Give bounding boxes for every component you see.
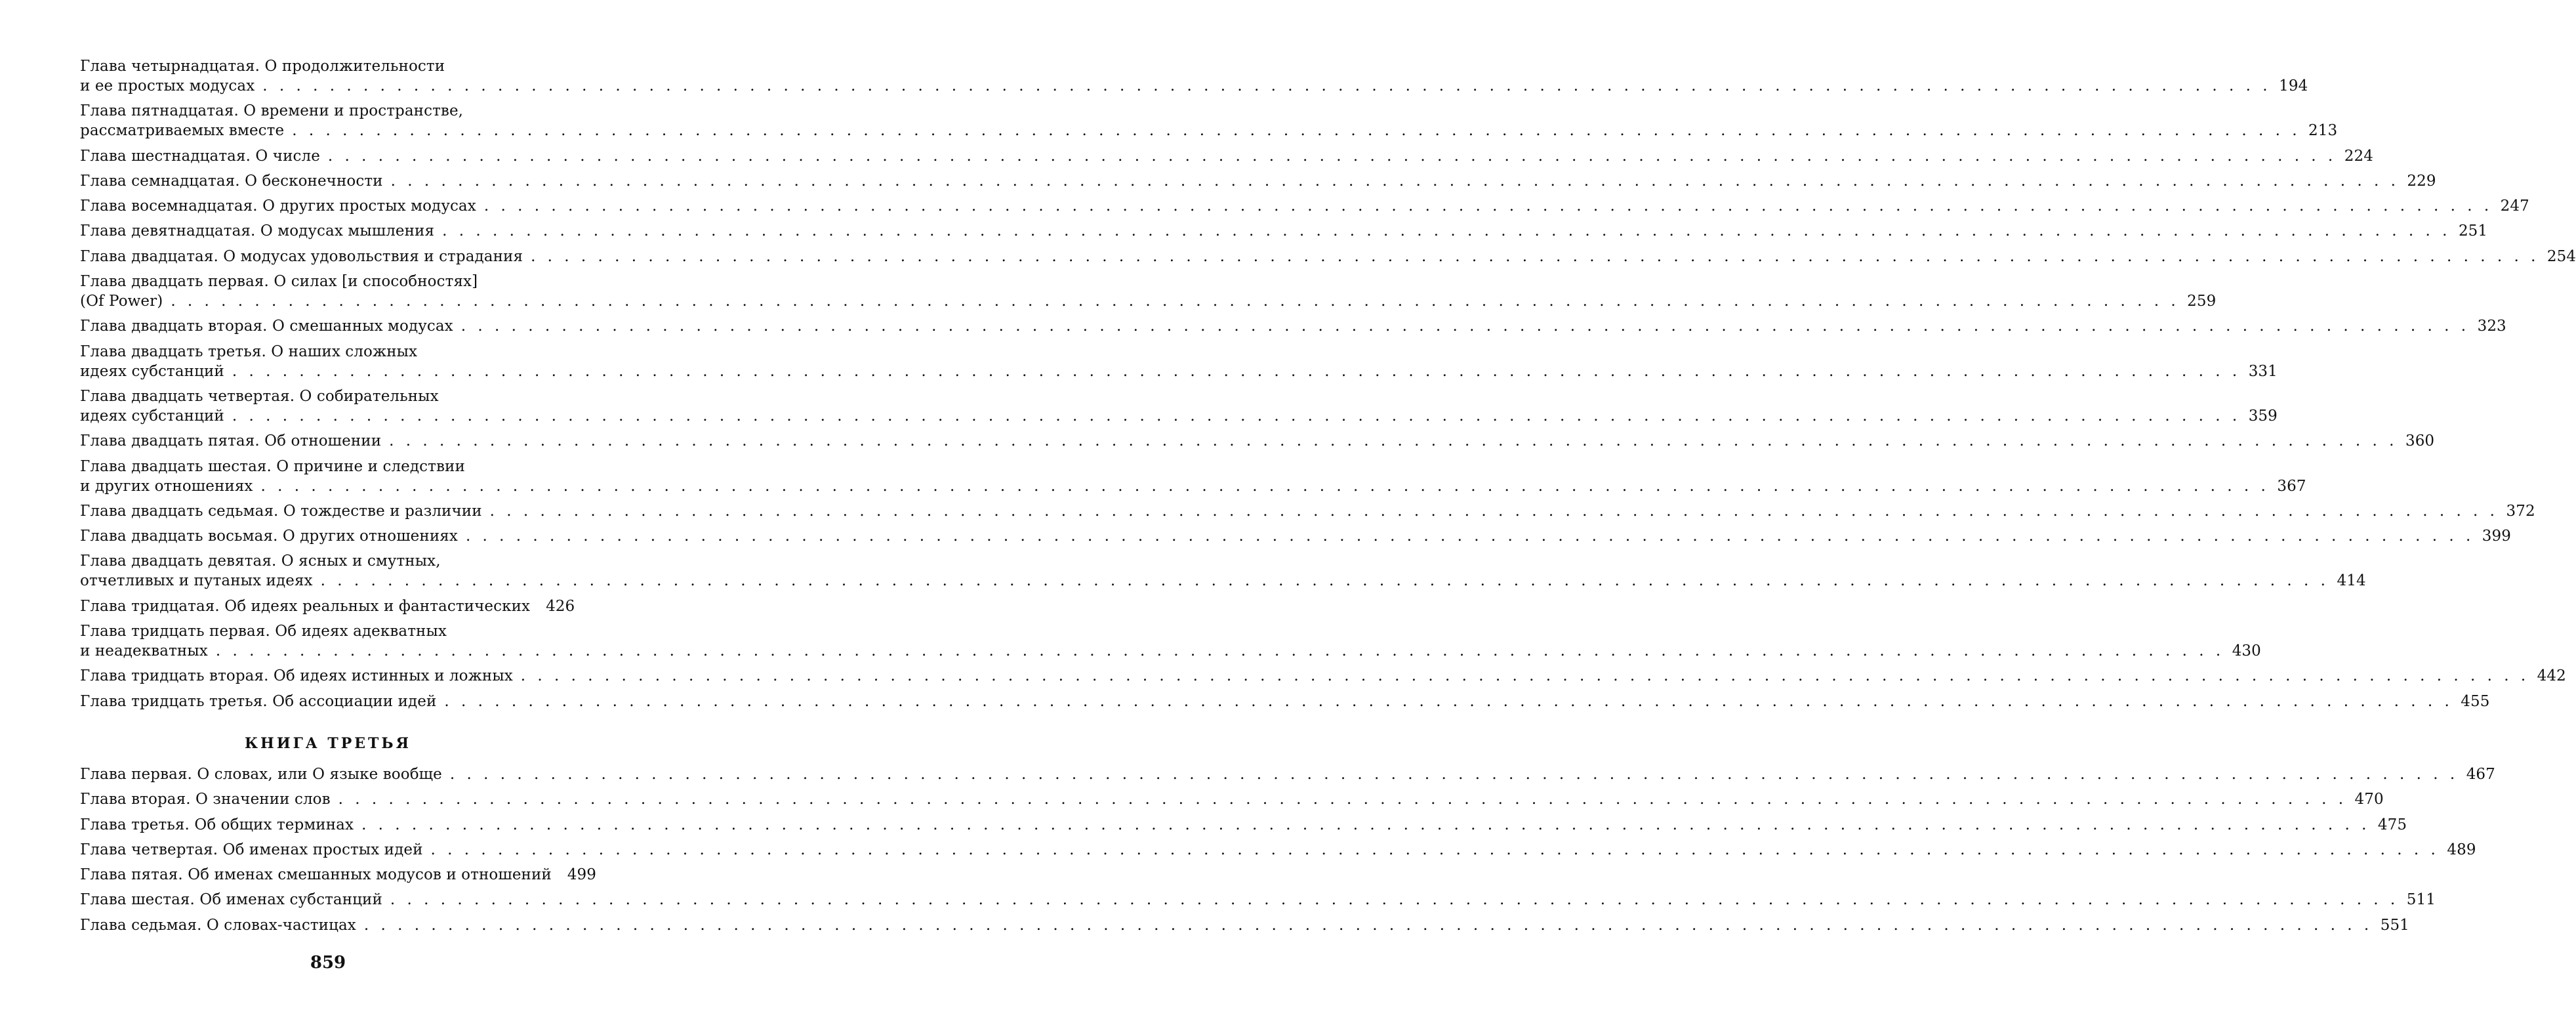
dot-leader: . . . . . . . . . . . . . . . . . . . . . . . . . . . . . . . . . . . . . . . . . . . . . . . . . . . . . . . . . . . . . . . . . . . . . . . . . . . . . . . . . . . . . . . . . . . . . . . . . . . . . . . . . . . . . . . . . . . . . . . .: [444, 692, 2453, 710]
toc-entry: [80, 56, 2308, 96]
toc-entry: [80, 621, 2261, 661]
toc-entry-title: Глава двадцать восьмая. О других отношениях: [80, 528, 458, 545]
toc-entry: [80, 146, 2373, 166]
toc-entry-page: 426: [546, 597, 575, 615]
dot-leader: . . . . . . . . . . . . . . . . . . . . . . . . . . . . . . . . . . . . . . . . . . . . . . . . . . . . . . . . . . . . . . . . . . . . . . . . . . . . . . . . . . . . . . . . . . . . . . . . . . . . . . . . . . . . . . . . . . . . . . . .: [389, 432, 2398, 450]
toc-entry-last-line: [80, 915, 2409, 935]
toc-entry-page: 430: [2232, 642, 2261, 660]
toc-entry-line: [80, 272, 571, 291]
toc-entry: [80, 316, 2506, 336]
toc-entry: [80, 865, 597, 885]
book-three-heading: КНИГА ТРЕТЬЯ: [245, 735, 411, 752]
toc-entry-last-line: [80, 291, 2217, 311]
toc-entry-title: Глава двадцать вторая. О смешанных модусах: [80, 318, 453, 335]
toc-entry-last-line: [80, 221, 2488, 241]
toc-entry: [80, 526, 2511, 546]
toc-entry: [80, 221, 2488, 241]
toc-entry-last-line: [80, 890, 2436, 910]
toc-entry-title: и других отношениях: [80, 477, 253, 495]
toc-entry-last-line: [80, 247, 2576, 266]
toc-list-continued: [80, 56, 2576, 717]
dot-leader: . . . . . . . . . . . . . . . . . . . . . . . . . . . . . . . . . . . . . . . . . . . . . . . . . . . . . . . . . . . . . . . . . . . . . . . . . . . . . . . . . . . . . . . . . . . . . . . . . . . . . . . . . . . . . . . . . . . . . . . .: [363, 916, 2373, 934]
toc-entry-title: и ее простых модусах: [80, 77, 255, 94]
toc-entry-title: Глава пятнадцатая. О времени и пространстве,: [80, 102, 464, 120]
toc-entry-title: Глава шестнадцатая. О числе: [80, 147, 320, 165]
dot-leader: . . . . . . . . . . . . . . . . . . . . . . . . . . . . . . . . . . . . . . . . . . . . . . . . . . . . . . . . . . . . . . . . . . . . . . . . . . . . . . . . . . . . . . . . . . . . . . . . . . . . . . . . . . . . . . . . . . . . . . . .: [430, 841, 2440, 858]
dot-leader: . . . . . . . . . . . . . . . . . . . . . . . . . . . . . . . . . . . . . . . . . . . . . . . . . . . . . . . . . . . . . . . . . . . . . . . . . . . . . . . . . . . . . . . . . . . . . . . . . . . . . . . . . . . . . . . . . . . . . . . .: [215, 642, 2224, 660]
toc-entry-title: рассматриваемых вместе: [80, 122, 285, 140]
toc-entry-page: 259: [2187, 293, 2217, 310]
dot-leader: . . . . . . . . . . . . . . . . . . . . . . . . . . . . . . . . . . . . . . . . . . . . . . . . . . . . . . . . . . . . . . . . . . . . . . . . . . . . . . . . . . . . . . . . . . . . . . . . . . . . . . . . . . . . . . . . . . . . . . . .: [390, 172, 2400, 190]
toc-entry-last-line: [80, 431, 2435, 451]
toc-entry-title: Глава тридцать первая. Об идеях адекватных: [80, 623, 447, 640]
toc-entry-last-line: [80, 362, 2278, 381]
dot-leader: . . . . . . . . . . . . . . . . . . . . . . . . . . . . . . . . . . . . . . . . . . . . . . . . . . . . . . . . . . . . . . . . . . . . . . . . . . . . . . . . . . . . . . . . . . . . . . . . . . . . . . . . . . . . . . . . . . . . . . . .: [483, 198, 2493, 215]
toc-entry: [80, 789, 2384, 809]
toc-entry: [80, 101, 2338, 140]
dot-leader: . . . . . . . . . . . . . . . . . . . . . . . . . . . . . . . . . . . . . . . . . . . . . . . . . . . . . . . . . . . . . . . . . . . . . . . . . . . . . . . . . . . . . . . . . . . . . . . . . . . . . . . . . . . . . . . . . . . . . . . .: [390, 891, 2399, 909]
toc-entry-line: [80, 621, 571, 641]
toc-entry: [80, 890, 2436, 910]
toc-entry-page: 399: [2482, 528, 2511, 545]
toc-entry-page: 467: [2466, 766, 2495, 783]
dot-leader: . . . . . . . . . . . . . . . . . . . . . . . . . . . . . . . . . . . . . . . . . . . . . . . . . . . . . . . . . . . . . . . . . . . . . . . . . . . . . . . . . . . . . . . . . . . . . . . . . . . . . . . . . . . . . . . . . . . . . . . .: [520, 667, 2529, 685]
toc-entry-last-line: [80, 865, 597, 885]
toc-entry: [80, 272, 2217, 311]
dot-leader: . . . . . . . . . . . . . . . . . . . . . . . . . . . . . . . . . . . . . . . . . . . . . . . . . . . . . . . . . . . . . . . . . . . . . . . . . . . . . . . . . . . . . . . . . . . . . . . . . . . . . . . . . . . . . . . . . . . . . . . .: [531, 247, 2539, 265]
toc-entry-title: Глава двадцатая. О модусах удовольствия и страдания: [80, 247, 523, 265]
toc-entry-page: 359: [2248, 407, 2278, 425]
toc-entry-line: [80, 551, 571, 571]
toc-entry-page: 224: [2344, 147, 2373, 165]
toc-entry: [80, 431, 2435, 451]
dot-leader: . . . . . . . . . . . . . . . . . . . . . . . . . . . . . . . . . . . . . . . . . . . . . . . . . . . . . . . . . . . . . . . . . . . . . . . . . . . . . . . . . . . . . . . . . . . . . . . . . . . . . . . . . . . . . . . . . . . . . . . .: [465, 528, 2474, 545]
toc-entry-title: отчетливых и путаных идеях: [80, 572, 313, 590]
dot-leader: . . . . . . . . . . . . . . . . . . . . . . . . . . . . . . . . . . . . . . . . . . . . . . . . . . . . . . . . . . . . . . . . . . . . . . . . . . . . . . . . . . . . . . . . . . . . . . . . . . . . . . . . . . . . . . . . . . . . . . . .: [292, 122, 2301, 140]
dot-leader: . . . . . . . . . . . . . . . . . . . . . . . . . . . . . . . . . . . . . . . . . . . . . . . . . . . . . . . . . . . . . . . . . . . . . . . . . . . . . . . . . . . . . . . . . . . . . . . . . . . . . . . . . . . . . . . . . . . . . . . .: [232, 362, 2241, 380]
toc-entry-last-line: [80, 641, 2261, 661]
toc-entry-page: 499: [567, 866, 597, 884]
toc-entry: [80, 840, 2476, 860]
toc-entry-page: 360: [2405, 432, 2435, 450]
toc-entry-page: 323: [2477, 318, 2506, 335]
toc-entry-title: Глава вторая. О значении слов: [80, 791, 331, 808]
toc-entry-last-line: [80, 789, 2384, 809]
dot-leader: . . . . . . . . . . . . . . . . . . . . . . . . . . . . . . . . . . . . . . . . . . . . . . . . . . . . . . . . . . . . . . . . . . . . . . . . . . . . . . . . . . . . . . . . . . . . . . . . . . . . . . . . . . . . . . . . . . . . . . . .: [338, 791, 2347, 808]
toc-entry-last-line: [80, 526, 2511, 546]
toc-entry: [80, 501, 2535, 521]
toc-entry-last-line: [80, 121, 2338, 140]
toc-entry-last-line: [80, 765, 2495, 784]
toc-entry-page: 442: [2537, 667, 2566, 685]
toc-entry-last-line: [80, 406, 2278, 426]
dot-leader: . . . . . . . . . . . . . . . . . . . . . . . . . . . . . . . . . . . . . . . . . . . . . . . . . . . . . . . . . . . . . . . . . . . . . . . . . . . . . . . . . . . . . . . . . . . . . . . . . . . . . . . . . . . . . . . . . . . . . . . .: [262, 77, 2272, 94]
toc-entry-title: Глава двадцать девятая. О ясных и смутных,: [80, 553, 441, 570]
toc-entry-title: и неадекватных: [80, 642, 208, 660]
toc-entry-line: [80, 101, 571, 121]
toc-entry-page: 331: [2248, 362, 2278, 380]
toc-entry-last-line: [80, 146, 2373, 166]
toc-entry-title: Глава третья. Об общих терминах: [80, 816, 354, 833]
toc-entry-last-line: [80, 196, 2529, 216]
toc-entry-page: 470: [2354, 791, 2384, 808]
toc-entry-last-line: [80, 840, 2476, 860]
toc-entry: [80, 692, 2490, 711]
toc-entry-last-line: [80, 76, 2308, 96]
toc-entry-page: 213: [2308, 122, 2338, 140]
toc-entry-title: (Of Power): [80, 293, 163, 310]
toc-entry: [80, 196, 2529, 216]
dot-leader: . . . . . . . . . . . . . . . . . . . . . . . . . . . . . . . . . . . . . . . . . . . . . . . . . . . . . . . . . . . . . . . . . . . . . . . . . . . . . . . . . . . . . . . . . . . . . . . . . . . . . . . . . . . . . . . . . . . . . . . .: [489, 502, 2499, 520]
toc-entry: [80, 915, 2409, 935]
toc-entry-page: 414: [2337, 572, 2366, 590]
toc-entry: [80, 171, 2436, 191]
toc-entry-title: идеях субстанций: [80, 407, 224, 425]
toc-entry-page: 194: [2279, 77, 2308, 94]
toc-entry-page: 229: [2407, 172, 2436, 190]
toc-entry-page: 367: [2277, 477, 2306, 495]
toc-entry-title: Глава двадцать седьмая. О тождестве и различии: [80, 502, 482, 520]
toc-entry-title: Глава четырнадцатая. О продолжительности: [80, 58, 445, 75]
toc-entry-page: 475: [2377, 816, 2407, 833]
toc-entry-title: Глава тридцать третья. Об ассоциации идей: [80, 692, 437, 710]
toc-entry: [80, 457, 2306, 496]
toc-entry: [80, 597, 575, 616]
toc-entry-title: Глава девятнадцатая. О модусах мышления: [80, 222, 435, 240]
toc-entry-line: [80, 457, 571, 476]
dot-leader: . . . . . . . . . . . . . . . . . . . . . . . . . . . . . . . . . . . . . . . . . . . . . . . . . . . . . . . . . . . . . . . . . . . . . . . . . . . . . . . . . . . . . . . . . . . . . . . . . . . . . . . . . . . . . . . . . . . . . . . .: [442, 222, 2451, 240]
toc-entry: [80, 247, 2576, 266]
dot-leader: . . . . . . . . . . . . . . . . . . . . . . . . . . . . . . . . . . . . . . . . . . . . . . . . . . . . . . . . . . . . . . . . . . . . . . . . . . . . . . . . . . . . . . . . . . . . . . . . . . . . . . . . . . . . . . . . . . . . . . . .: [171, 293, 2180, 310]
toc-entry-title: Глава двадцать пятая. Об отношении: [80, 432, 382, 450]
toc-entry-last-line: [80, 666, 2566, 686]
dot-leader: . . . . . . . . . . . . . . . . . . . . . . . . . . . . . . . . . . . . . . . . . . . . . . . . . . . . . . . . . . . . . . . . . . . . . . . . . . . . . . . . . . . . . . . . . . . . . . . . . . . . . . . . . . . . . . . . . . . . . . . .: [460, 318, 2470, 335]
toc-entry: [80, 815, 2407, 835]
dot-leader: . . . . . . . . . . . . . . . . . . . . . . . . . . . . . . . . . . . . . . . . . . . . . . . . . . . . . . . . . . . . . . . . . . . . . . . . . . . . . . . . . . . . . . . . . . . . . . . . . . . . . . . . . . . . . . . . . . . . . . . .: [449, 766, 2459, 783]
toc-entry-last-line: [80, 571, 2366, 591]
toc-entry-last-line: [80, 815, 2407, 835]
toc-entry-title: Глава двадцать первая. О силах [и способностях]: [80, 273, 478, 291]
toc-list-book-three: [80, 765, 2495, 940]
toc-entry-page: 372: [2506, 502, 2535, 520]
toc-entry-page: 551: [2380, 916, 2409, 934]
dot-leader: . . . . . . . . . . . . . . . . . . . . . . . . . . . . . . . . . . . . . . . . . . . . . . . . . . . . . . . . . . . . . . . . . . . . . . . . . . . . . . . . . . . . . . . . . . . . . . . . . . . . . . . . . . . . . . . . . . . . . . . .: [232, 407, 2241, 425]
toc-entry-last-line: [80, 501, 2535, 521]
toc-entry-title: Глава двадцать четвертая. О собирательных: [80, 387, 439, 405]
toc-entry-title: Глава первая. О словах, или О языке вообще: [80, 766, 442, 783]
toc-entry-title: Глава четвертая. Об именах простых идей: [80, 841, 423, 858]
toc-entry-page: 511: [2406, 891, 2436, 909]
toc-entry-title: Глава тридцатая. Об идеях реальных и фантастических: [80, 597, 531, 615]
toc-entry: [80, 765, 2495, 784]
toc-entry-title: Глава седьмая. О словах-частицах: [80, 916, 356, 934]
dot-leader: . . . . . . . . . . . . . . . . . . . . . . . . . . . . . . . . . . . . . . . . . . . . . . . . . . . . . . . . . . . . . . . . . . . . . . . . . . . . . . . . . . . . . . . . . . . . . . . . . . . . . . . . . . . . . . . . . . . . . . . .: [320, 572, 2329, 590]
toc-entry-line: [80, 387, 571, 406]
toc-entry: [80, 387, 2278, 426]
toc-entry-title: Глава семнадцатая. О бесконечности: [80, 172, 383, 190]
toc-entry: [80, 551, 2366, 591]
toc-entry-page: 489: [2447, 841, 2476, 858]
dot-leader: . . . . . . . . . . . . . . . . . . . . . . . . . . . . . . . . . . . . . . . . . . . . . . . . . . . . . . . . . . . . . . . . . . . . . . . . . . . . . . . . . . . . . . . . . . . . . . . . . . . . . . . . . . . . . . . . . . . . . . . .: [361, 816, 2370, 833]
dot-leader: . . . . . . . . . . . . . . . . . . . . . . . . . . . . . . . . . . . . . . . . . . . . . . . . . . . . . . . . . . . . . . . . . . . . . . . . . . . . . . . . . . . . . . . . . . . . . . . . . . . . . . . . . . . . . . . . . . . . . . . .: [260, 477, 2270, 495]
toc-entry-line: [80, 342, 571, 362]
toc-entry-title: Глава восемнадцатая. О других простых модусах: [80, 198, 476, 215]
toc-entry-page: 254: [2546, 247, 2576, 265]
toc-entry-last-line: [80, 476, 2306, 496]
toc-entry-title: Глава двадцать третья. О наших сложных: [80, 343, 418, 360]
dot-leader: . . . . . . . . . . . . . . . . . . . . . . . . . . . . . . . . . . . . . . . . . . . . . . . . . . . . . . . . . . . . . . . . . . . . . . . . . . . . . . . . . . . . . . . . . . . . . . . . . . . . . . . . . . . . . . . . . . . . . . . .: [327, 147, 2337, 165]
toc-entry-page: 251: [2458, 222, 2488, 240]
toc-entry: [80, 666, 2566, 686]
toc-entry: [80, 342, 2278, 381]
toc-entry-title: Глава шестая. Об именах субстанций: [80, 891, 382, 909]
toc-entry-last-line: [80, 692, 2490, 711]
toc-entry-title: идеях субстанций: [80, 362, 224, 380]
toc-entry-page: 247: [2500, 198, 2529, 215]
toc-entry-title: Глава двадцать шестая. О причине и следствии: [80, 457, 465, 475]
page-number: 859: [310, 953, 346, 973]
toc-entry-page: 455: [2461, 692, 2490, 710]
toc-entry-last-line: [80, 171, 2436, 191]
toc-entry-title: Глава пятая. Об именах смешанных модусов и отношений: [80, 866, 552, 884]
toc-entry-last-line: [80, 316, 2506, 336]
toc-entry-title: Глава тридцать вторая. Об идеях истинных и ложных: [80, 667, 513, 685]
toc-entry-line: [80, 56, 571, 76]
toc-entry-last-line: [80, 597, 575, 616]
